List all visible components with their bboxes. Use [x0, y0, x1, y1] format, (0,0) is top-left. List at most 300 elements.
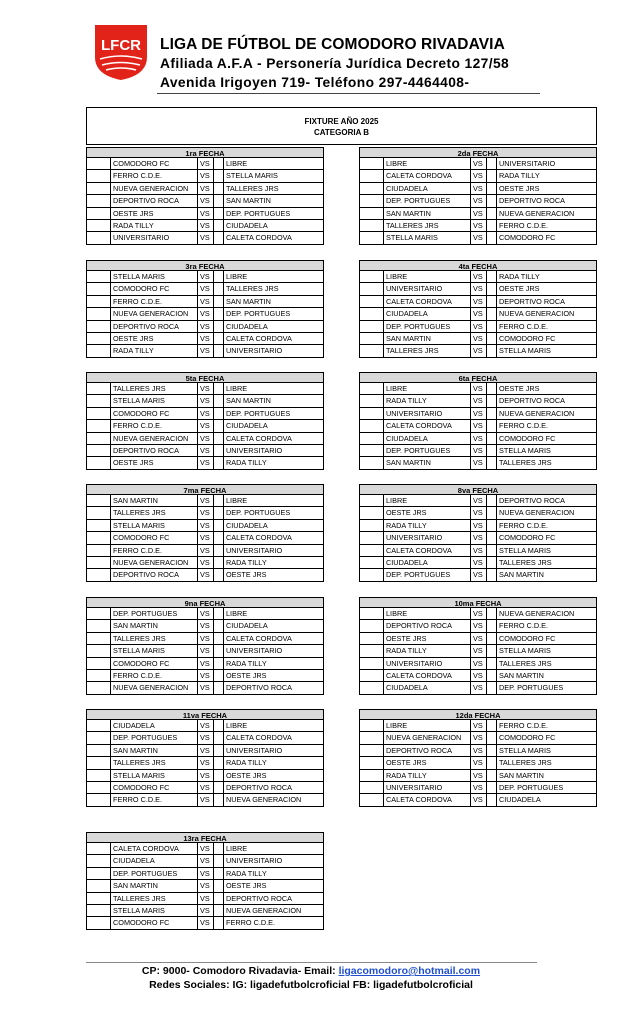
vs-label: VS	[197, 383, 213, 394]
blank-cell	[486, 383, 496, 394]
match-row	[359, 408, 597, 420]
vs-label: VS	[197, 532, 213, 543]
home-team: RADA TILLY	[110, 220, 197, 231]
fecha-header: 9na FECHA	[86, 597, 324, 608]
match-row	[359, 670, 597, 682]
blank-cell	[213, 420, 223, 431]
vs-label: VS	[470, 220, 486, 231]
home-team: DEP. PORTUGUES	[383, 569, 470, 580]
match-row	[86, 321, 324, 333]
match-row	[86, 917, 324, 929]
away-team: CALETA CORDOVA	[223, 732, 324, 743]
blank-cell	[213, 682, 223, 693]
home-team: STELLA MARIS	[110, 905, 197, 916]
footer-contact	[0, 965, 622, 977]
home-team: STELLA MARIS	[110, 770, 197, 781]
row-spacer	[86, 745, 110, 756]
vs-label: VS	[197, 732, 213, 743]
match-row	[86, 232, 324, 244]
row-spacer	[359, 296, 383, 307]
home-team: CALETA CORDOVA	[383, 296, 470, 307]
away-team: LIBRE	[223, 271, 324, 282]
match-row	[359, 445, 597, 457]
row-spacer	[86, 545, 110, 556]
blank-cell	[213, 158, 223, 169]
row-spacer	[86, 395, 110, 406]
row-spacer	[86, 296, 110, 307]
vs-label: VS	[197, 670, 213, 681]
vs-label: VS	[470, 420, 486, 431]
vs-label: VS	[197, 208, 213, 219]
away-team: DEPORTIVO ROCA	[223, 893, 324, 904]
home-team: LIBRE	[383, 158, 470, 169]
row-spacer	[359, 433, 383, 444]
row-spacer	[86, 670, 110, 681]
vs-label: VS	[197, 308, 213, 319]
blank-cell	[213, 457, 223, 468]
vs-label: VS	[197, 745, 213, 756]
away-team: UNIVERSITARIO	[223, 855, 324, 866]
vs-label: VS	[197, 333, 213, 344]
blank-cell	[486, 507, 496, 518]
match-row	[86, 271, 324, 283]
home-team: FERRO C.D.E.	[110, 794, 197, 805]
vs-label: VS	[197, 557, 213, 568]
vs-label: VS	[197, 645, 213, 656]
row-spacer	[359, 333, 383, 344]
row-spacer	[86, 608, 110, 619]
vs-label: VS	[470, 195, 486, 206]
match-row	[359, 383, 597, 395]
vs-label: VS	[197, 608, 213, 619]
away-team: RADA TILLY	[223, 868, 324, 879]
match-row	[86, 495, 324, 507]
home-team: LIBRE	[383, 383, 470, 394]
fecha-header: 8va FECHA	[359, 484, 597, 495]
row-spacer	[86, 682, 110, 693]
away-team: CIUDADELA	[223, 520, 324, 531]
home-team: STELLA MARIS	[110, 520, 197, 531]
match-row	[86, 633, 324, 645]
match-row	[359, 271, 597, 283]
vs-label: VS	[197, 457, 213, 468]
home-team: CALETA CORDOVA	[383, 794, 470, 805]
vs-label: VS	[197, 507, 213, 518]
vs-label: VS	[470, 383, 486, 394]
vs-label: VS	[197, 757, 213, 768]
away-team: DEP. PORTUGUES	[223, 208, 324, 219]
blank-cell	[486, 408, 496, 419]
match-row	[86, 333, 324, 345]
home-team: RADA TILLY	[383, 645, 470, 656]
row-spacer	[86, 232, 110, 243]
fecha-header: 7ma FECHA	[86, 484, 324, 495]
home-team: UNIVERSITARIO	[383, 658, 470, 669]
vs-label: VS	[470, 782, 486, 793]
away-team: STELLA MARIS	[496, 645, 597, 656]
home-team: LIBRE	[383, 608, 470, 619]
match-row	[86, 408, 324, 420]
match-row	[359, 308, 597, 320]
away-team: CALETA CORDOVA	[223, 232, 324, 243]
footer-divider	[86, 962, 537, 963]
footer-social: Redes Sociales: IG: ligadefutbolcroficial FB: ligadefutbolcroficial	[149, 979, 473, 991]
home-team: CALETA CORDOVA	[383, 545, 470, 556]
home-team: COMODORO FC	[110, 408, 197, 419]
home-team: NUEVA GENERACION	[110, 433, 197, 444]
away-team: DEP. PORTUGUES	[223, 308, 324, 319]
row-spacer	[86, 271, 110, 282]
blank-cell	[486, 433, 496, 444]
row-spacer	[359, 633, 383, 644]
row-spacer	[359, 782, 383, 793]
away-team: LIBRE	[223, 720, 324, 731]
vs-label: VS	[470, 608, 486, 619]
away-team: FERRO C.D.E.	[496, 520, 597, 531]
fecha-table	[86, 147, 324, 245]
match-row	[86, 395, 324, 407]
match-row	[359, 620, 597, 632]
row-spacer	[359, 283, 383, 294]
away-team: COMODORO FC	[496, 433, 597, 444]
fecha-table	[359, 484, 597, 582]
match-row	[359, 507, 597, 519]
affiliation-line: Afiliada A.F.A - Personería Jurídica Decreto 127/58	[160, 56, 510, 71]
blank-cell	[213, 782, 223, 793]
vs-label: VS	[470, 507, 486, 518]
home-team: CALETA CORDOVA	[383, 670, 470, 681]
away-team: OESTE JRS	[223, 569, 324, 580]
vs-label: VS	[197, 345, 213, 356]
vs-label: VS	[197, 880, 213, 891]
match-row	[86, 220, 324, 232]
match-row	[359, 532, 597, 544]
home-team: FERRO C.D.E.	[110, 670, 197, 681]
vs-label: VS	[470, 433, 486, 444]
home-team: CALETA CORDOVA	[383, 420, 470, 431]
fecha-table	[359, 597, 597, 695]
blank-cell	[213, 905, 223, 916]
match-row	[86, 620, 324, 632]
blank-cell	[213, 283, 223, 294]
home-team: CIUDADELA	[110, 855, 197, 866]
home-team: SAN MARTIN	[110, 745, 197, 756]
match-row	[359, 495, 597, 507]
away-team: SAN MARTIN	[223, 296, 324, 307]
blank-cell	[486, 658, 496, 669]
blank-cell	[486, 271, 496, 282]
lfcr-logo-icon	[92, 23, 150, 81]
fecha-table	[86, 372, 324, 470]
away-team: NUEVA GENERACION	[496, 608, 597, 619]
vs-label: VS	[197, 220, 213, 231]
home-team: SAN MARTIN	[110, 880, 197, 891]
row-spacer	[359, 158, 383, 169]
away-team: TALLERES JRS	[223, 183, 324, 194]
vs-label: VS	[197, 569, 213, 580]
away-team: LIBRE	[223, 608, 324, 619]
row-spacer	[359, 457, 383, 468]
match-row	[359, 321, 597, 333]
fecha-table	[86, 832, 324, 930]
row-spacer	[359, 732, 383, 743]
home-team: FERRO C.D.E.	[110, 420, 197, 431]
match-row	[359, 220, 597, 232]
fecha-table	[359, 372, 597, 470]
home-team: NUEVA GENERACION	[110, 557, 197, 568]
row-spacer	[86, 457, 110, 468]
home-team: OESTE JRS	[383, 633, 470, 644]
vs-label: VS	[470, 271, 486, 282]
blank-cell	[213, 608, 223, 619]
away-team: STELLA MARIS	[496, 545, 597, 556]
row-spacer	[359, 670, 383, 681]
home-team: NUEVA GENERACION	[110, 308, 197, 319]
home-team: CIUDADELA	[383, 433, 470, 444]
match-row	[86, 457, 324, 469]
row-spacer	[86, 445, 110, 456]
vs-label: VS	[197, 893, 213, 904]
home-team: DEP. PORTUGUES	[110, 732, 197, 743]
match-row	[86, 893, 324, 905]
away-team: LIBRE	[223, 843, 324, 854]
match-row	[359, 732, 597, 744]
row-spacer	[86, 770, 110, 781]
home-team: LIBRE	[383, 271, 470, 282]
blank-cell	[486, 720, 496, 731]
away-team: LIBRE	[223, 158, 324, 169]
home-team: CIUDADELA	[383, 183, 470, 194]
vs-label: VS	[470, 495, 486, 506]
home-team: CALETA CORDOVA	[383, 170, 470, 181]
blank-cell	[486, 682, 496, 693]
home-team: FERRO C.D.E.	[110, 296, 197, 307]
footer-address: CP: 9000- Comodoro Rivadavia- Email:	[141, 965, 339, 977]
row-spacer	[359, 445, 383, 456]
row-spacer	[86, 308, 110, 319]
match-row	[359, 333, 597, 345]
row-spacer	[359, 545, 383, 556]
fecha-table	[86, 260, 324, 358]
match-row	[359, 682, 597, 694]
blank-cell	[486, 296, 496, 307]
row-spacer	[86, 495, 110, 506]
blank-cell	[213, 395, 223, 406]
match-row	[86, 682, 324, 694]
fecha-header: 11va FECHA	[86, 709, 324, 720]
vs-label: VS	[470, 208, 486, 219]
home-team: OESTE JRS	[110, 457, 197, 468]
fecha-table	[359, 147, 597, 245]
home-team: RADA TILLY	[110, 345, 197, 356]
vs-label: VS	[470, 408, 486, 419]
vs-label: VS	[197, 195, 213, 206]
away-team: RADA TILLY	[223, 457, 324, 468]
fecha-header: 4ta FECHA	[359, 260, 597, 271]
vs-label: VS	[470, 308, 486, 319]
row-spacer	[86, 195, 110, 206]
blank-cell	[486, 670, 496, 681]
row-spacer	[86, 557, 110, 568]
home-team: SAN MARTIN	[383, 457, 470, 468]
vs-label: VS	[470, 633, 486, 644]
vs-label: VS	[197, 520, 213, 531]
away-team: DEP. PORTUGUES	[496, 782, 597, 793]
match-row	[86, 345, 324, 357]
home-team: DEP. PORTUGUES	[383, 445, 470, 456]
blank-cell	[213, 495, 223, 506]
home-team: FERRO C.D.E.	[110, 545, 197, 556]
blank-cell	[213, 520, 223, 531]
vs-label: VS	[197, 843, 213, 854]
row-spacer	[86, 208, 110, 219]
row-spacer	[359, 321, 383, 332]
match-row	[86, 545, 324, 557]
vs-label: VS	[470, 745, 486, 756]
match-row	[86, 608, 324, 620]
row-spacer	[86, 843, 110, 854]
row-spacer	[359, 271, 383, 282]
home-team: LIBRE	[383, 720, 470, 731]
away-team: DEP. PORTUGUES	[223, 408, 324, 419]
home-team: DEP. PORTUGUES	[110, 608, 197, 619]
fecha-header: 10ma FECHA	[359, 597, 597, 608]
match-row	[359, 782, 597, 794]
match-row	[86, 670, 324, 682]
home-team: COMODORO FC	[110, 658, 197, 669]
blank-cell	[213, 183, 223, 194]
away-team: CIUDADELA	[223, 321, 324, 332]
blank-cell	[213, 321, 223, 332]
home-team: COMODORO FC	[110, 917, 197, 928]
away-team: RADA TILLY	[496, 170, 597, 181]
match-row	[86, 383, 324, 395]
away-team: NUEVA GENERACION	[223, 905, 324, 916]
home-team: OESTE JRS	[383, 507, 470, 518]
vs-label: VS	[197, 445, 213, 456]
home-team: RADA TILLY	[383, 770, 470, 781]
away-team: OESTE JRS	[223, 670, 324, 681]
match-row	[86, 569, 324, 581]
home-team: OESTE JRS	[383, 757, 470, 768]
match-row	[86, 296, 324, 308]
home-team: CIUDADELA	[383, 557, 470, 568]
row-spacer	[86, 507, 110, 518]
row-spacer	[359, 569, 383, 580]
blank-cell	[213, 893, 223, 904]
away-team: CIUDADELA	[496, 794, 597, 805]
away-team: STELLA MARIS	[496, 745, 597, 756]
away-team: TALLERES JRS	[496, 658, 597, 669]
row-spacer	[359, 183, 383, 194]
vs-label: VS	[470, 620, 486, 631]
away-team: DEPORTIVO ROCA	[223, 782, 324, 793]
row-spacer	[359, 794, 383, 805]
match-row	[86, 745, 324, 757]
vs-label: VS	[197, 420, 213, 431]
vs-label: VS	[197, 794, 213, 805]
row-spacer	[359, 345, 383, 356]
home-team: DEPORTIVO ROCA	[383, 620, 470, 631]
home-team: UNIVERSITARIO	[110, 232, 197, 243]
away-team: COMODORO FC	[496, 232, 597, 243]
row-spacer	[86, 283, 110, 294]
away-team: UNIVERSITARIO	[223, 445, 324, 456]
fecha-header: 2da FECHA	[359, 147, 597, 158]
row-spacer	[86, 880, 110, 891]
match-row	[359, 195, 597, 207]
match-row	[359, 283, 597, 295]
vs-label: VS	[470, 457, 486, 468]
match-row	[86, 794, 324, 806]
row-spacer	[359, 170, 383, 181]
away-team: SAN MARTIN	[223, 195, 324, 206]
home-team: COMODORO FC	[110, 782, 197, 793]
blank-cell	[486, 420, 496, 431]
away-team: UNIVERSITARIO	[223, 745, 324, 756]
fecha-table	[86, 597, 324, 695]
fecha-table	[359, 709, 597, 807]
home-team: TALLERES JRS	[110, 633, 197, 644]
away-team: NUEVA GENERACION	[496, 308, 597, 319]
row-spacer	[359, 232, 383, 243]
match-row	[86, 208, 324, 220]
blank-cell	[486, 457, 496, 468]
away-team: TALLERES JRS	[496, 457, 597, 468]
vs-label: VS	[470, 794, 486, 805]
match-row	[86, 183, 324, 195]
away-team: LIBRE	[223, 383, 324, 394]
home-team: SAN MARTIN	[383, 333, 470, 344]
blank-cell	[486, 569, 496, 580]
row-spacer	[86, 620, 110, 631]
away-team: UNIVERSITARIO	[223, 545, 324, 556]
vs-label: VS	[470, 720, 486, 731]
blank-cell	[486, 620, 496, 631]
row-spacer	[359, 757, 383, 768]
away-team: OESTE JRS	[496, 183, 597, 194]
footer-email-link[interactable]: ligacomodoro@hotmail.com	[338, 965, 481, 977]
match-row	[359, 208, 597, 220]
vs-label: VS	[197, 321, 213, 332]
home-team: COMODORO FC	[110, 158, 197, 169]
row-spacer	[359, 507, 383, 518]
away-team: TALLERES JRS	[223, 283, 324, 294]
vs-label: VS	[470, 557, 486, 568]
fecha-table	[359, 260, 597, 358]
away-team: UNIVERSITARIO	[223, 345, 324, 356]
away-team: STELLA MARIS	[223, 170, 324, 181]
home-team: SAN MARTIN	[383, 208, 470, 219]
home-team: DEPORTIVO ROCA	[110, 445, 197, 456]
match-row	[86, 905, 324, 917]
blank-cell	[486, 732, 496, 743]
row-spacer	[359, 645, 383, 656]
home-team: TALLERES JRS	[110, 757, 197, 768]
blank-cell	[213, 557, 223, 568]
blank-cell	[213, 445, 223, 456]
match-row	[86, 420, 324, 432]
match-row	[359, 557, 597, 569]
blank-cell	[486, 633, 496, 644]
blank-cell	[486, 158, 496, 169]
match-row	[359, 170, 597, 182]
row-spacer	[86, 420, 110, 431]
fecha-header: 5ta FECHA	[86, 372, 324, 383]
vs-label: VS	[197, 408, 213, 419]
row-spacer	[86, 383, 110, 394]
away-team: CALETA CORDOVA	[223, 633, 324, 644]
